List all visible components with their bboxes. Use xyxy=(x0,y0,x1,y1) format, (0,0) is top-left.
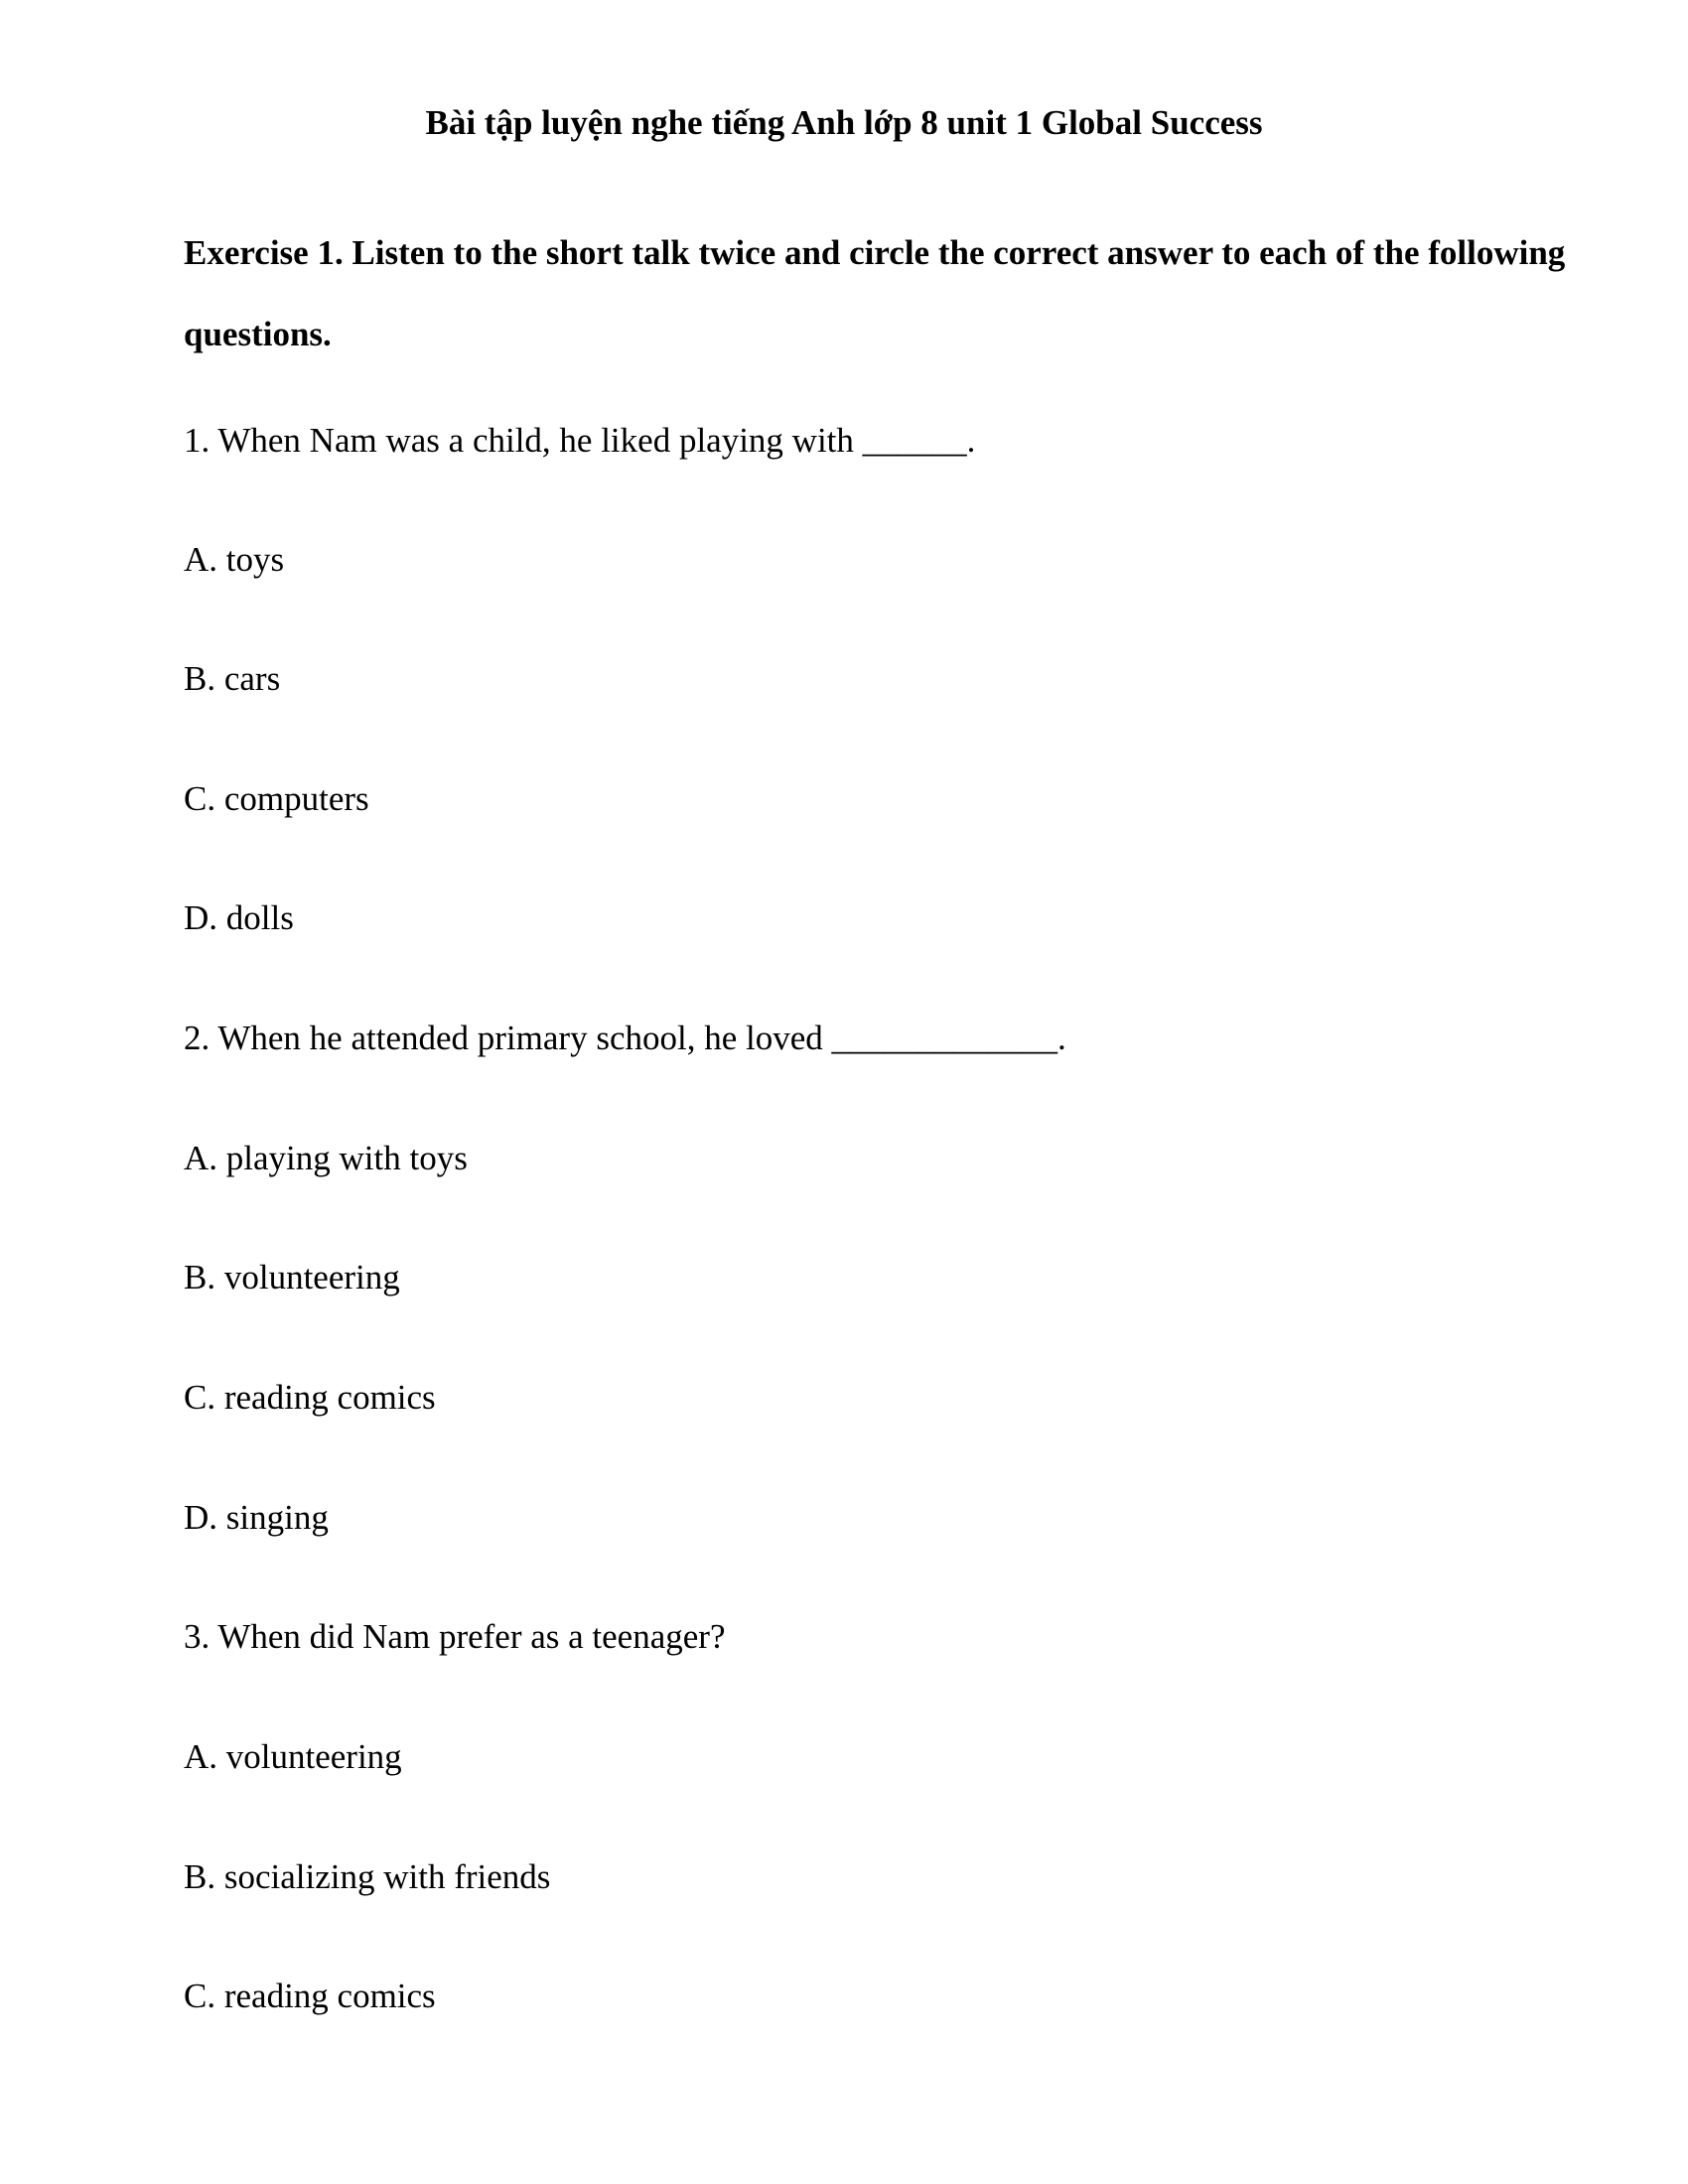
question-2-option-a: A. playing with toys xyxy=(184,1139,468,1177)
question-1-option-d: D. dolls xyxy=(184,898,294,937)
exercise-heading: Exercise 1. Listen to the short talk twice and circle the correct answer to each of the following questions. xyxy=(184,233,1566,353)
question-3-text: 3. When did Nam prefer as a teenager? xyxy=(184,1617,726,1656)
question-3-option-a: A. volunteering xyxy=(184,1737,402,1776)
question-1-option-c: C. computers xyxy=(184,779,369,818)
question-3-option-c: C. reading comics xyxy=(184,1977,436,2015)
question-1-option-a: A. toys xyxy=(184,540,285,579)
question-2-text: 2. When he attended primary school, he loved _____________. xyxy=(184,1019,1066,1057)
question-3-option-b: B. socializing with friends xyxy=(184,1857,551,1896)
page-title: Bài tập luyện nghe tiếng Anh lớp 8 unit 1 Global Success xyxy=(425,103,1263,142)
question-2-option-c: C. reading comics xyxy=(184,1378,436,1417)
question-1-text: 1. When Nam was a child, he liked playing with ______. xyxy=(184,421,976,460)
question-2-option-d: D. singing xyxy=(184,1498,329,1537)
question-2-option-b: B. volunteering xyxy=(184,1258,400,1297)
question-1-option-b: B. cars xyxy=(184,659,281,698)
